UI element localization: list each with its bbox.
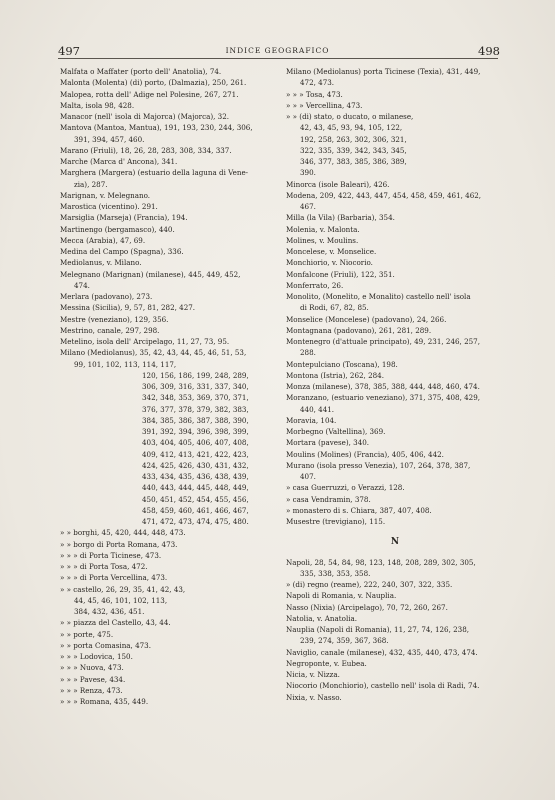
index-entry-line: Malonta (Molenta) (di) porto, (Dalmazia), 250, 261. xyxy=(60,78,247,88)
index-entry-line: » » borghi, 45, 420, 444, 448, 473. xyxy=(60,528,186,538)
index-entry-line: di Rodi, 67, 82, 85. xyxy=(300,303,369,313)
index-entry-line: » » porte, 475. xyxy=(60,629,114,639)
index-entry-line: » monastero di s. Chiara, 387, 407, 408. xyxy=(286,505,432,515)
index-entry-line: » » piazza del Castello, 43, 44. xyxy=(60,618,171,628)
index-entry-line: 346, 377, 383, 385, 386, 389, xyxy=(300,157,407,166)
left-column xyxy=(60,66,278,707)
index-entry-line: Mestre (veneziano), 129, 356. xyxy=(60,314,169,324)
index-entry-line: » » » Tosa, 473. xyxy=(286,89,343,99)
index-entry-line: 376, 377, 378, 379, 382, 383, xyxy=(142,404,249,414)
index-entry-line: Nauplia (Napoli di Romania), 11, 27, 74, 126, 238, xyxy=(286,625,470,634)
running-title: INDICE GEOGRAFICO xyxy=(225,46,330,55)
index-entry-line: 472, 473. xyxy=(300,78,335,88)
index-entry-line: 99, 101, 102, 113, 114, 117, xyxy=(74,359,177,369)
index-entry-line: 390. xyxy=(300,168,316,178)
index-entry-line: 44, 45, 46, 101, 102, 113, xyxy=(74,595,168,605)
index-entry-line: 450, 451, 452, 454, 455, 456, xyxy=(142,494,249,504)
index-entry-line: zia), 287. xyxy=(74,179,108,189)
index-entry-line: 403, 404, 405, 406, 407, 408, xyxy=(142,438,249,448)
index-entry-line: Mortara (pavese), 340. xyxy=(286,438,370,448)
index-entry-line: 335, 338, 353, 358. xyxy=(300,568,371,578)
index-entry-line: Molines, v. Moulins. xyxy=(286,235,359,245)
index-entry-line: 391, 394, 457, 460. xyxy=(74,134,145,144)
index-entry-line: Metelino, isola dell' Arcipelago, 11, 27, 73, 95. xyxy=(60,337,230,346)
index-entry-line: » » » Romana, 435, 449. xyxy=(60,697,149,706)
index-entry-line: » » » Pavese, 434. xyxy=(60,674,126,684)
index-entry-line: Niocorio (Monchiorio), castello nell' isola di Radi, 74. xyxy=(286,681,480,691)
index-entry-line: Napoli di Romania, v. Nauplia. xyxy=(286,591,397,601)
right-column-m-entries xyxy=(286,66,504,527)
index-entry-line: Mestrino, canale, 297, 298. xyxy=(60,325,160,335)
index-entry-line: Milla (la Vila) (Barbaria), 354. xyxy=(286,213,395,223)
index-entry-line: Monselice (Moncelese) (padovano), 24, 266. xyxy=(286,314,447,324)
index-entry-line: » » » Lodovica, 150. xyxy=(60,652,133,661)
index-entry-line: Merlara (padovano), 273. xyxy=(60,292,153,301)
index-entry-line: 306, 309, 316, 331, 337, 340, xyxy=(142,382,249,391)
index-entry-line: » » porta Comasina, 473. xyxy=(60,640,151,650)
index-entry-line: » » (di) stato, o ducato, o milanese, xyxy=(286,112,414,121)
index-entry-line: Mediolanus, v. Milano. xyxy=(60,258,142,268)
index-entry-line: Monolito, (Monelito, e Monalito) castello nell' isola xyxy=(286,292,471,301)
index-entry-line: Montepulciano (Toscana), 198. xyxy=(286,359,398,369)
index-entry-line: 384, 385, 386, 387, 388, 390, xyxy=(142,415,249,425)
index-entry-line: Marignan, v. Melegnano. xyxy=(60,190,151,200)
index-entry-line: » » castello, 26, 29, 35, 41, 42, 43, xyxy=(60,584,186,594)
index-entry-line: Monchiorio, v. Niocorio. xyxy=(286,258,373,268)
index-entry-line: Nasso (Nixia) (Arcipelago), 70, 72, 260, 267. xyxy=(286,602,448,612)
index-entry-line: Melegnano (Marignan) (milanese), 445, 449, 452, xyxy=(60,269,241,279)
index-entry-line: Mecca (Arabia), 47, 69. xyxy=(60,235,146,245)
index-entry-line: » » » di Porta Ticinese, 473. xyxy=(60,550,162,560)
index-entry-line: Marche (Marca d' Ancona), 341. xyxy=(60,157,178,166)
index-entry-line: » (di) regno (reame), 222, 240, 307, 322, 335. xyxy=(286,580,453,589)
index-entry-line: 42, 43, 45, 93, 94, 105, 122, xyxy=(300,123,403,133)
index-entry-line: » casa Vendramin, 378. xyxy=(286,494,371,504)
index-entry-line: 239, 274, 359, 367, 368. xyxy=(300,636,389,646)
index-entry-line: » » » di Porta Vercellina, 473. xyxy=(60,573,168,583)
index-entry-line: 384, 432, 436, 451. xyxy=(74,607,145,616)
index-entry-line: Monfalcone (Friuli), 122, 351. xyxy=(286,269,395,279)
index-entry-line: Nicia, v. Nizza. xyxy=(286,670,340,679)
index-entry-line: Napoli, 28, 54, 84, 98, 123, 148, 208, 289, 302, 305, xyxy=(286,557,476,567)
index-entry-line: 424, 425, 426, 430, 431, 432, xyxy=(142,460,249,470)
index-entry-line: Montagnana (padovano), 261, 281, 289. xyxy=(286,325,432,335)
index-entry-line: Minorca (isole Baleari), 426. xyxy=(286,179,390,189)
page-number-left: 497 xyxy=(58,44,80,58)
index-entry-line: Marano (Friuli), 18, 26, 28, 283, 308, 334, 337. xyxy=(60,145,232,155)
index-entry-line: Malta, isola 98, 428. xyxy=(60,100,135,110)
index-entry-line: » » borgo di Porta Romana, 473. xyxy=(60,539,178,549)
index-entry-line: Moncelese, v. Monselice. xyxy=(286,247,377,256)
index-entry-line: 288. xyxy=(300,348,316,358)
index-entry-line: » » » di Porta Tosa, 472. xyxy=(60,562,148,571)
index-entry-line: » » » Nuova, 473. xyxy=(60,663,124,673)
index-entry-line: Malopea, rotta dell' Adige nel Polesine, 267, 271. xyxy=(60,89,239,99)
index-entry-line: Modena, 209, 422, 443, 447, 454, 458, 459, 461, 462, xyxy=(286,190,482,200)
index-entry-line: Molenia, v. Malonta. xyxy=(286,224,360,234)
index-entry-line: Moulins (Molines) (Francia), 405, 406, 442. xyxy=(286,449,444,459)
index-entry-line: 120, 156, 186, 199, 248, 289, xyxy=(142,370,249,380)
index-entry-line: » » » Renza, 473. xyxy=(60,685,123,695)
index-entry-line: Montenegro (d'attuale principato), 49, 231, 246, 257, xyxy=(286,337,480,346)
index-entry-line: 467. xyxy=(300,202,316,211)
index-entry-line: Martinengo (bergamasco), 440. xyxy=(60,224,175,234)
index-entry-line: Nixia, v. Nasso. xyxy=(286,692,342,702)
index-entry-line: 409, 412, 413, 421, 422, 423, xyxy=(142,449,249,459)
index-entry-line: 440, 443, 444, 445, 448, 449, xyxy=(142,483,249,493)
index-entry-line: 322, 335, 339, 342, 343, 345, xyxy=(300,145,407,155)
index-entry-line: Natolia, v. Anatolia. xyxy=(286,613,358,623)
index-entry-line: Musestre (trevigiano), 115. xyxy=(286,517,386,526)
index-entry-line: Marostica (vicentino). 291. xyxy=(60,202,158,211)
index-entry-line: 407. xyxy=(300,472,316,481)
index-entry-line: Messina (Sicilia), 9, 57, 81, 282, 427. xyxy=(60,303,196,313)
index-entry-line: 440, 441. xyxy=(300,404,335,414)
index-entry-line: Manacor (nell' isola di Majorca) (Majorca), 32. xyxy=(60,112,230,121)
index-entry-line: Murano (isola presso Venezia), 107, 264, 378, 387, xyxy=(286,460,471,470)
index-entry-line: Monza (milanese), 378, 385, 388, 444, 448, 460, 474. xyxy=(286,382,480,391)
index-entry-line: Marghera (Margera) (estuario della laguna di Vene- xyxy=(60,168,249,178)
index-entry-line: Marsiglia (Marseja) (Francia), 194. xyxy=(60,213,188,223)
index-entry-line: Morbegno (Valtellina), 369. xyxy=(286,427,386,436)
index-entry-line: Moravia, 104. xyxy=(286,415,337,425)
index-entry-line: 458, 459, 460, 461, 466, 467, xyxy=(142,505,249,515)
index-entry-line: Negroponte, v. Eubea. xyxy=(286,658,367,668)
index-entry-line: 471, 472, 473, 474, 475, 480. xyxy=(142,517,249,526)
index-entry-line: 192, 258, 263, 302, 306, 321, xyxy=(300,134,407,144)
index-entry-line: Milano (Mediolanus), 35, 42, 43, 44, 45, 46, 51, 53, xyxy=(60,348,247,358)
index-entry-line: » casa Guerruzzi, o Verazzi, 128. xyxy=(286,483,405,493)
right-column-n-entries xyxy=(286,557,504,703)
header-rule xyxy=(58,58,498,59)
index-entry-line: 391, 392, 394, 396, 398, 399, xyxy=(142,427,249,436)
index-entry-line: Milano (Mediolanus) porta Ticinese (Texia), 431, 449, xyxy=(286,67,481,76)
right-column xyxy=(286,66,504,703)
index-entry-line: Monferrato, 26. xyxy=(286,280,344,290)
index-entry-line: 433, 434, 435, 436, 438, 439, xyxy=(142,472,249,481)
index-entry-line: » » » Vercellina, 473. xyxy=(286,100,363,110)
index-entry-line: 342, 348, 353, 369, 370, 371, xyxy=(142,393,249,403)
index-entry-line: Mantova (Mantoa, Mantua), 191, 193, 230, 244, 306, xyxy=(60,123,253,133)
index-entry-line: Medina del Campo (Spagna), 336. xyxy=(60,247,184,256)
index-entry-line: Montona (Istria), 262, 284. xyxy=(286,370,384,380)
section-letter: N xyxy=(390,537,400,548)
index-entry-line: Naviglio, canale (milanese), 432, 435, 440, 473, 474. xyxy=(286,647,478,657)
index-entry-line: Malfata o Maffater (porto dell' Anatolia), 74. xyxy=(60,67,222,76)
index-entry-line: 474. xyxy=(74,280,90,290)
index-entry-line: Moranzano, (estuario veneziano), 371, 375, 408, 429, xyxy=(286,393,481,403)
page-number-right: 498 xyxy=(478,44,500,58)
